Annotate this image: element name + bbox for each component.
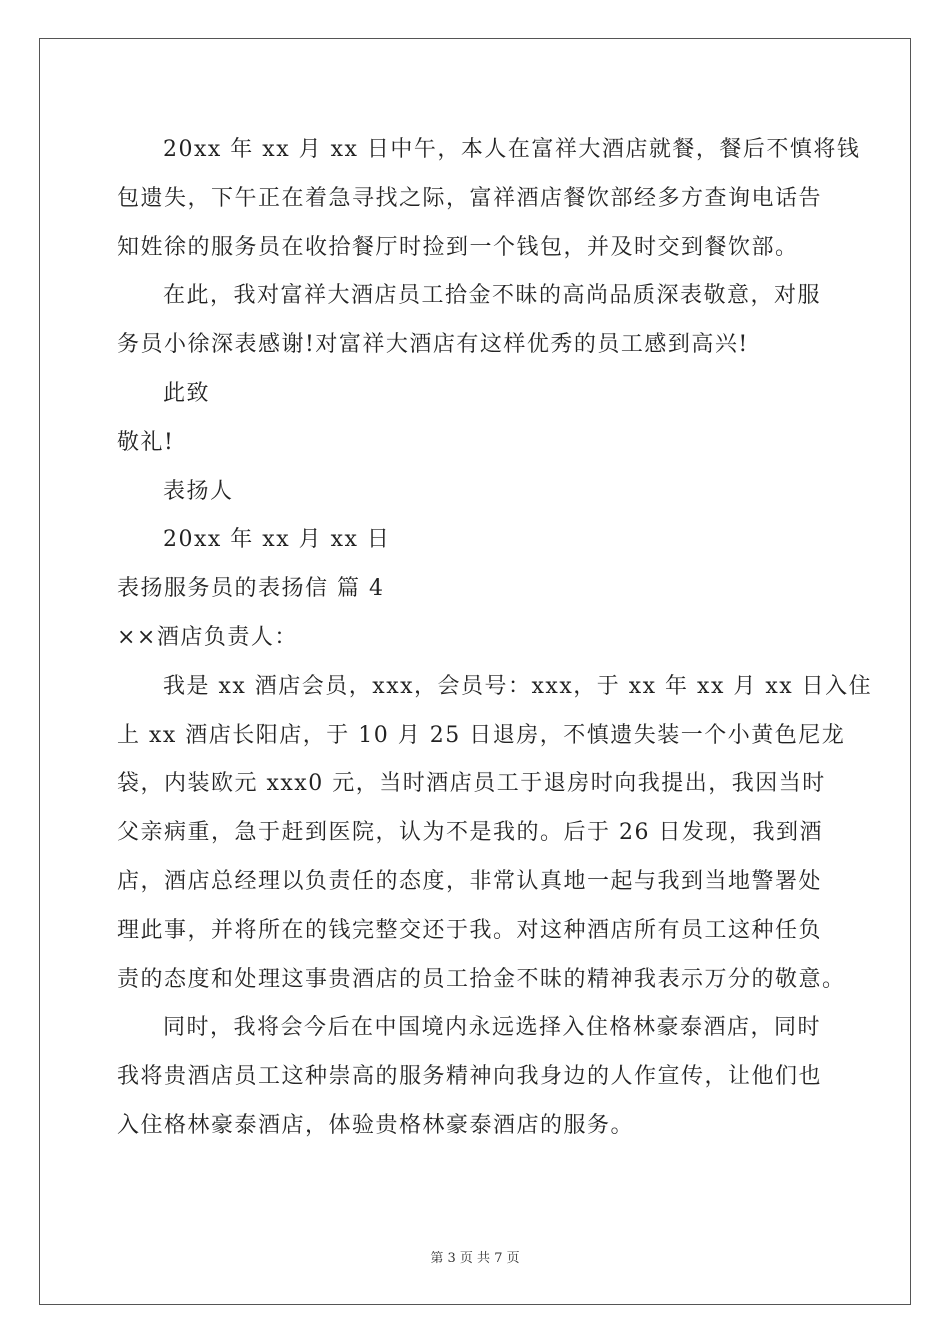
text-line: 入住格林豪泰酒店，体验贵格林豪泰酒店的服务。 [117, 1112, 635, 1138]
text-line: 上 xx 酒店长阳店，于 10 月 25 日退房，不慎遗失装一个小黄色尼龙 [117, 722, 846, 748]
text-line: 同时，我将会今后在中国境内永远选择入住格林豪泰酒店，同时 [163, 1015, 822, 1041]
text-line: 在此，我对富祥大酒店员工拾金不昧的高尚品质深表敬意，对服 [163, 283, 822, 309]
text-line: 务员小徐深表感谢!对富祥大酒店有这样优秀的员工感到高兴! [117, 332, 749, 358]
signature-label: 表扬人 [163, 478, 234, 504]
signature-date: 20xx 年 xx 月 xx 日 [163, 527, 391, 553]
text-line: 我将贵酒店员工这种崇高的服务精神向我身边的人作宣传，让他们也 [117, 1064, 823, 1090]
closing-regards: 敬礼! [117, 429, 175, 455]
closing-salutation: 此致 [163, 380, 211, 406]
page-number: 第 3 页 共 7 页 [430, 1251, 520, 1266]
letter-addressee: ××酒店负责人： [117, 624, 298, 650]
text-line: 理此事，并将所在的钱完整交还于我。对这种酒店所有员工这种任负 [117, 917, 823, 943]
text-line: 我是 xx 酒店会员，xxx，会员号：xxx，于 xx 年 xx 月 xx 日入住 [163, 673, 873, 699]
text-line: 袋，内装欧元 xxx0 元，当时酒店员工于退房时向我提出，我因当时 [117, 771, 826, 797]
text-line: 店，酒店总经理以负责任的态度，非常认真地一起与我到当地警署处 [117, 868, 823, 894]
document-body [117, 126, 873, 1151]
text-line: 父亲病重，急于赶到医院，认为不是我的。后于 26 日发现，我到酒 [117, 820, 823, 846]
text-line: 知姓徐的服务员在收拾餐厅时捡到一个钱包，并及时交到餐饮部。 [117, 234, 799, 260]
section-heading: 表扬服务员的表扬信 篇 4 [117, 576, 385, 602]
text-line: 20xx 年 xx 月 xx 日中午，本人在富祥大酒店就餐，餐后不慎将钱 [163, 137, 861, 162]
text-line: 包遗失，下午正在着急寻找之际，富祥酒店餐饮部经多方查询电话告 [117, 185, 823, 211]
text-line: 责的态度和处理这事贵酒店的员工拾金不昧的精神我表示万分的敬意。 [117, 966, 846, 992]
